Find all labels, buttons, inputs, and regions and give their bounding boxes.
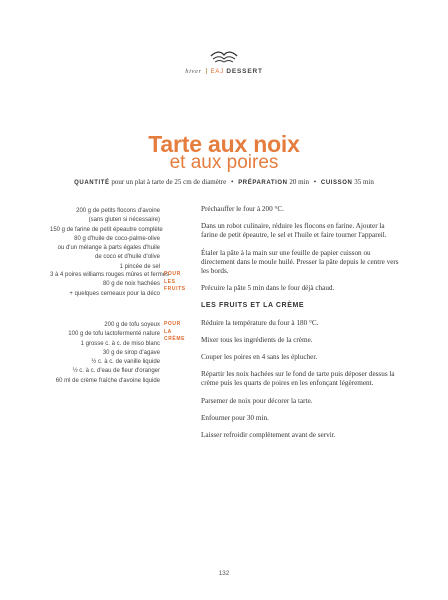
ingredient-line: 80 g de noix hachées [102, 281, 160, 288]
instructions [201, 205, 401, 448]
group-label-word: POUR [164, 321, 181, 327]
group-label-word: CRÈME [164, 336, 186, 342]
wave-logo-icon [207, 50, 241, 66]
ingredient-line: ½ c. à c. d'eau de fleur d'oranger [72, 368, 160, 375]
ingredient-line: 100 g de tofu lactofermenté nature [68, 331, 160, 338]
step-text: Dans un robot culinaire, réduire les flocons en farine. Ajouter la farine de petit épeautre, le sel et l'huile et faire tourner l'appareil. [201, 222, 387, 240]
category-label: DESSERT [226, 68, 263, 75]
step-text: Étaler la pâte à la main sur une feuille de papier cuisson ou directement dans le moule huilé. Presser la pâte depuis le centre vers les bords. [201, 248, 399, 276]
page-number: 132 [218, 570, 230, 577]
ingredient-line: ½ c. à c. de vanille liquide [91, 359, 160, 366]
step-text: Réduire la température du four à 180 °C. [201, 318, 319, 327]
step-text: Précuire la pâte 5 min dans le four déjà chaud. [201, 284, 335, 293]
step-text: Laisser refroidir complètement avant de servir. [201, 431, 336, 440]
ingredient-line: 60 ml de crème fraîche d'avoine liquide [55, 377, 160, 384]
ingredient-line: 200 g de tofu soyeux [104, 322, 160, 328]
quantity-text: pour un plat à tarte de 25 cm de diamètre [111, 178, 227, 186]
ingredients-list [50, 207, 186, 396]
recipe-title-line2: et aux poires [169, 152, 279, 173]
ingredients-creme [50, 321, 186, 386]
ingredients-base [50, 207, 163, 270]
separator-dot: • [313, 178, 317, 186]
creme-group-label [164, 321, 188, 344]
ingredient-line: 30 g de sirop d'agave [102, 349, 160, 356]
page-header [0, 50, 448, 75]
prep-value: 20 min [289, 178, 309, 186]
ingredient-line: (sans gluten si nécessaire) [88, 217, 160, 224]
section-code: EAJ [210, 69, 225, 75]
ingredient-line: 80 g d'huile de coco-palme-olive [74, 235, 160, 242]
ingredient-line: 150 g de farine de petit épeautre complète [50, 226, 163, 233]
ingredient-line: 1 pincée de sel [119, 263, 160, 270]
divider [206, 68, 207, 74]
ingredient-line: 3 à 4 poires williams rouges mûres et fermes [50, 272, 170, 278]
group-label-word: FRUITS [164, 286, 186, 292]
ingredients-fruits [50, 271, 186, 311]
separator-dot: • [230, 178, 234, 186]
fruits-group-label [164, 271, 188, 294]
step-text: Parsemer de noix pour décorer la tarte. [201, 396, 313, 405]
step-text: Mixer tous les ingrédients de la crème. [201, 335, 313, 344]
quantity-label: QUANTITÉ [74, 180, 110, 186]
ingredient-line: + quelques cerneaux pour la déco [69, 290, 160, 297]
ingredient-line: 200 g de petits flocons d'avoine [76, 208, 160, 214]
step-text: Couper les poires en 4 sans les éplucher. [201, 353, 318, 362]
group-label-word: LES [164, 278, 176, 285]
group-label-word: LA [164, 328, 172, 335]
ingredient-line: de coco et d'huile d'olive [94, 254, 160, 261]
ingredient-line: 1 grosse c. à c. de miso blanc [80, 340, 160, 347]
ingredient-line: ou d'un mélange à parts égales d'huile [57, 245, 160, 252]
step-text: Enfourner pour 30 min. [201, 413, 269, 422]
season-label: hiver [185, 68, 202, 75]
quantity-info [0, 178, 448, 186]
cook-label: CUISSON [320, 180, 353, 186]
recipe-title-line1: Tarte aux noix [148, 131, 300, 157]
breadcrumb [0, 68, 448, 75]
step-text: Préchauffer le four à 200 °C. [201, 205, 284, 213]
prep-label: PRÉPARATION [238, 180, 288, 186]
step-text: Répartir les noix hachées sur le fond de tarte puis déposer dessus la crème puis les quarts de poires en les enfonçant légèrement. [201, 370, 395, 388]
section-subheading: LES FRUITS ET LA CRÈME [201, 302, 305, 310]
cook-value: 35 min [354, 178, 374, 186]
group-label-word: POUR [164, 271, 181, 277]
